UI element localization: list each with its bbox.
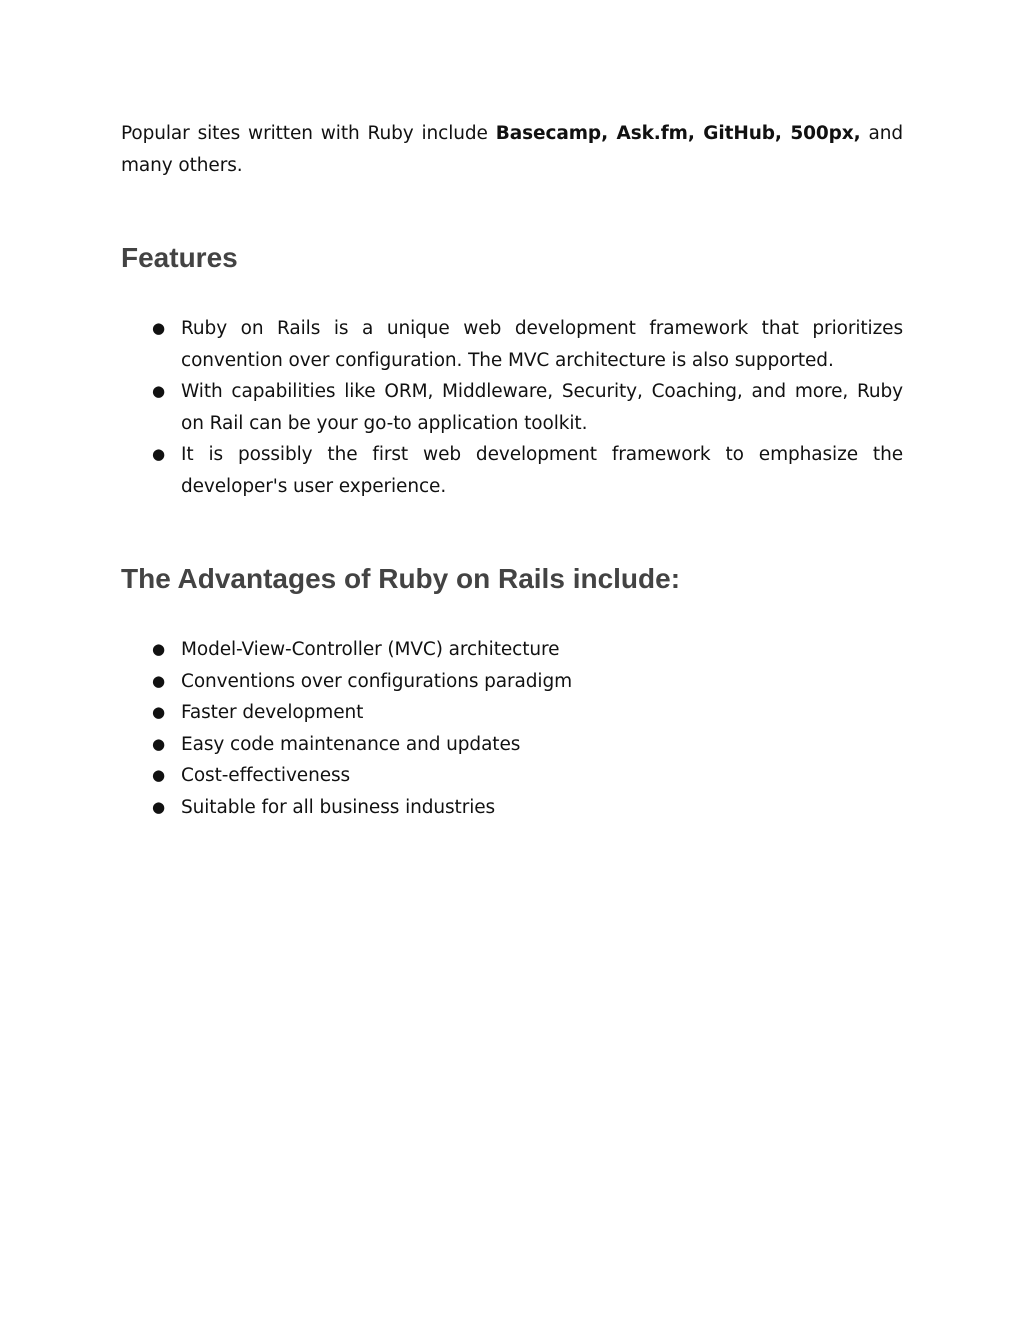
advantages-heading: The Advantages of Ruby on Rails include: bbox=[121, 563, 681, 594]
bullet-icon: ● bbox=[152, 319, 165, 337]
bullet-icon: ● bbox=[152, 703, 165, 721]
list-item-text: It is possibly the first web development framework to emphasize the developer's user experience. bbox=[181, 444, 903, 497]
list-item bbox=[121, 376, 903, 439]
list-item bbox=[121, 634, 903, 666]
list-item bbox=[121, 760, 903, 792]
list-item-text: Suitable for all business industries bbox=[181, 796, 496, 818]
list-item bbox=[121, 439, 903, 502]
list-item bbox=[121, 792, 903, 824]
features-list bbox=[121, 313, 903, 502]
intro-suffix: and many others. bbox=[121, 123, 903, 176]
advantages-list bbox=[121, 634, 903, 823]
list-item bbox=[121, 697, 903, 729]
list-item bbox=[121, 313, 903, 376]
list-item bbox=[121, 666, 903, 698]
list-item-text: Easy code maintenance and updates bbox=[181, 733, 521, 755]
bullet-icon: ● bbox=[152, 640, 165, 658]
list-item bbox=[121, 729, 903, 761]
list-item-text: With capabilities like ORM, Middleware, Security, Coaching, and more, Ruby on Rail can be your go-to application toolkit. bbox=[181, 381, 903, 434]
bullet-icon: ● bbox=[152, 734, 165, 753]
intro-bold-sites: Basecamp, Ask.fm, GitHub, 500px, bbox=[495, 123, 861, 144]
features-heading: Features bbox=[121, 242, 238, 273]
bullet-icon: ● bbox=[152, 671, 165, 690]
bullet-icon: ● bbox=[152, 766, 165, 784]
intro-paragraph bbox=[121, 118, 903, 181]
list-item-text: Ruby on Rails is a unique web development framework that prioritizes convention over configuration. The MVC architecture is also supported. bbox=[181, 318, 903, 371]
list-item-text: Cost-effectiveness bbox=[181, 765, 351, 786]
list-item-text: Faster development bbox=[181, 702, 364, 723]
list-item-text: Conventions over configurations paradigm bbox=[181, 670, 573, 692]
list-item-text: Model-View-Controller (MVC) architecture bbox=[181, 639, 560, 660]
bullet-icon: ● bbox=[152, 797, 165, 816]
intro-prefix: Popular sites written with Ruby include bbox=[121, 123, 496, 144]
bullet-icon: ● bbox=[152, 445, 165, 463]
bullet-icon: ● bbox=[152, 382, 165, 400]
document-page bbox=[121, 118, 903, 823]
